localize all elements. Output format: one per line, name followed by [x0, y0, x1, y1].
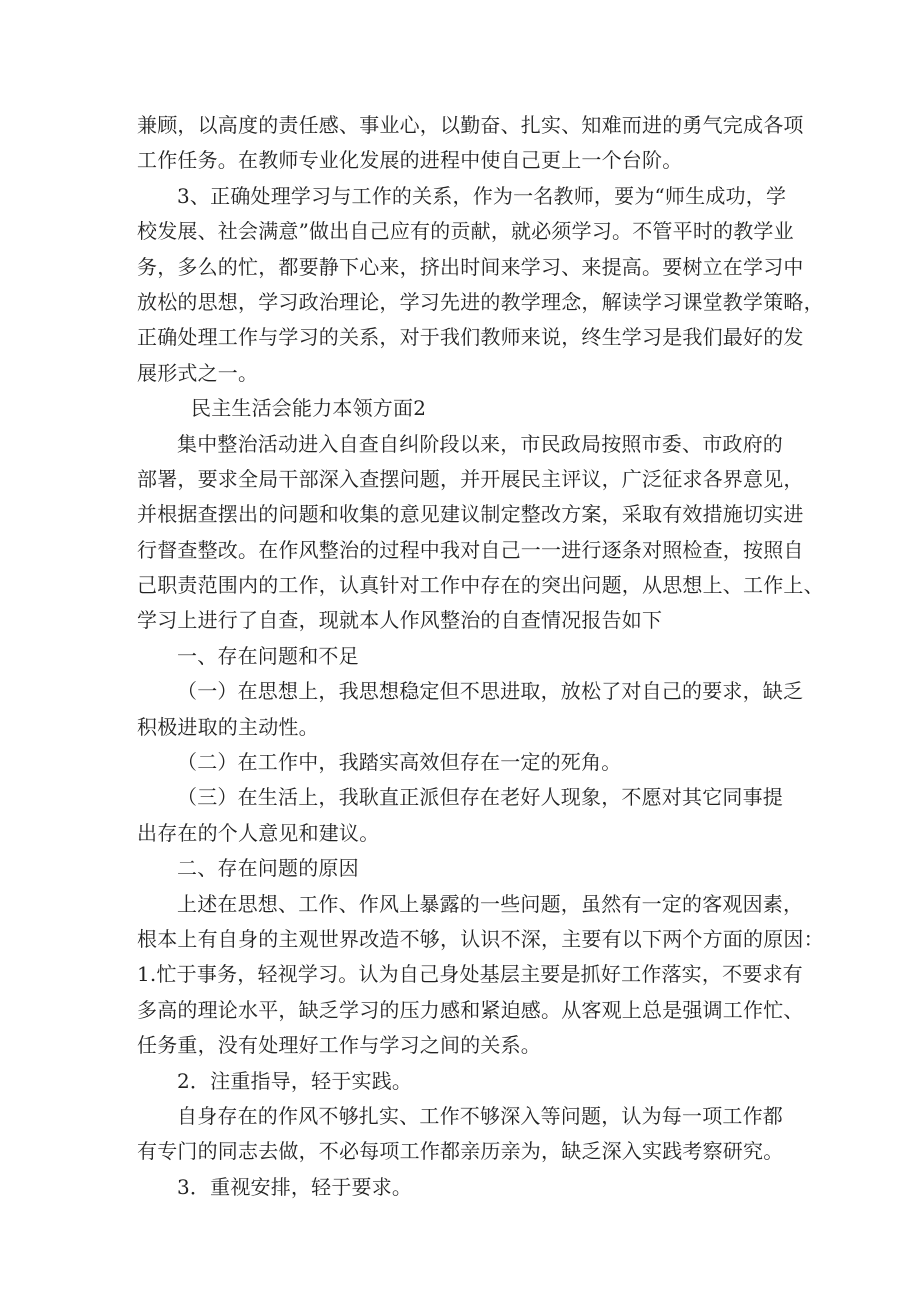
subsection-heading: 二、存在问题的原因	[177, 856, 359, 881]
text-line: 自身存在的作风不够扎实、工作不够深入等问题，认为每一项工作都	[177, 1103, 783, 1128]
text-line: 己职责范围内的工作，认真针对工作中存在的突出问题，从思想上、工作上、	[137, 573, 824, 598]
text-line: 行督查整改。在作风整治的过程中我对自己一一进行逐条对照检查，按照自	[137, 537, 804, 562]
text-line: 务，多么的忙，都要静下心来，挤出时间来学习、来提高。要树立在学习中	[137, 254, 804, 279]
text-line: 任务重，没有处理好工作与学习之间的关系。	[137, 1033, 541, 1058]
text-line: 有专门的同志去做，不必每项工作都亲历亲为，缺乏深入实践考察研究。	[137, 1139, 784, 1164]
text-line: 学习上进行了自查，现就本人作风整治的自查情况报告如下	[137, 608, 663, 633]
text-line: 多高的理论水平，缺乏学习的压力感和紧迫感。从客观上总是强调工作忙、	[137, 997, 804, 1022]
text-line: 展形式之一。	[137, 360, 259, 385]
text-line: （二）在工作中，我踏实高效但存在一定的死角。	[177, 750, 622, 775]
document-page	[137, 108, 824, 1205]
text-line: 并根据查摆出的问题和收集的意见建议制定整改方案，采取有效措施切实进	[137, 502, 804, 527]
text-line: 正确处理工作与学习的关系，对于我们教师来说，终生学习是我们最好的发	[137, 325, 804, 350]
text-line: 积极进取的主动性。	[137, 714, 319, 739]
text-line: （三）在生活上，我耿直正派但存在老好人现象，不愿对其它同事提	[177, 785, 783, 810]
text-line: 部署，要求全局干部深入查摆问题，并开展民主评议，广泛征求各界意见，	[137, 466, 804, 491]
text-line: 工作任务。在教师专业化发展的进程中使自己更上一个台阶。	[137, 148, 683, 173]
text-line: 2．注重指导，轻于实践。	[177, 1068, 413, 1093]
text-line: 1.忙于事务，轻视学习。认为自己身处基层主要是抓好工作落实，不要求有	[137, 962, 803, 987]
text-line: 集中整治活动进入自查自纠阶段以来，市民政局按照市委、市政府的	[177, 431, 783, 456]
text-line: 3．重视安排，轻于要求。	[177, 1174, 413, 1199]
text-line: 兼顾，以高度的责任感、事业心，以勤奋、扎实、知难而进的勇气完成各项	[137, 113, 804, 137]
subsection-heading: 一、存在问题和不足	[177, 643, 359, 668]
text-line: 校发展、社会满意”做出自己应有的贡献，就必须学习。不管平时的教学业	[137, 219, 794, 244]
text-line: 根本上有自身的主观世界改造不够，认识不深，主要有以下两个方面的原因：	[137, 926, 824, 951]
text-line: 3、正确处理学习与工作的关系，作为一名教师，要为“师生成功，学	[177, 183, 787, 208]
section-heading: 民主生活会能力本领方面2	[191, 396, 427, 421]
text-line: 放松的思想，学习政治理论，学习先进的教学理念，解读学习课堂教学策略，	[137, 289, 824, 314]
text-line: 上述在思想、工作、作风上暴露的一些问题，虽然有一定的客观因素，	[177, 891, 804, 916]
text-line: （一）在思想上，我思想稳定但不思进取，放松了对自己的要求，缺乏	[177, 679, 804, 704]
text-line: 出存在的个人意见和建议。	[137, 820, 380, 845]
